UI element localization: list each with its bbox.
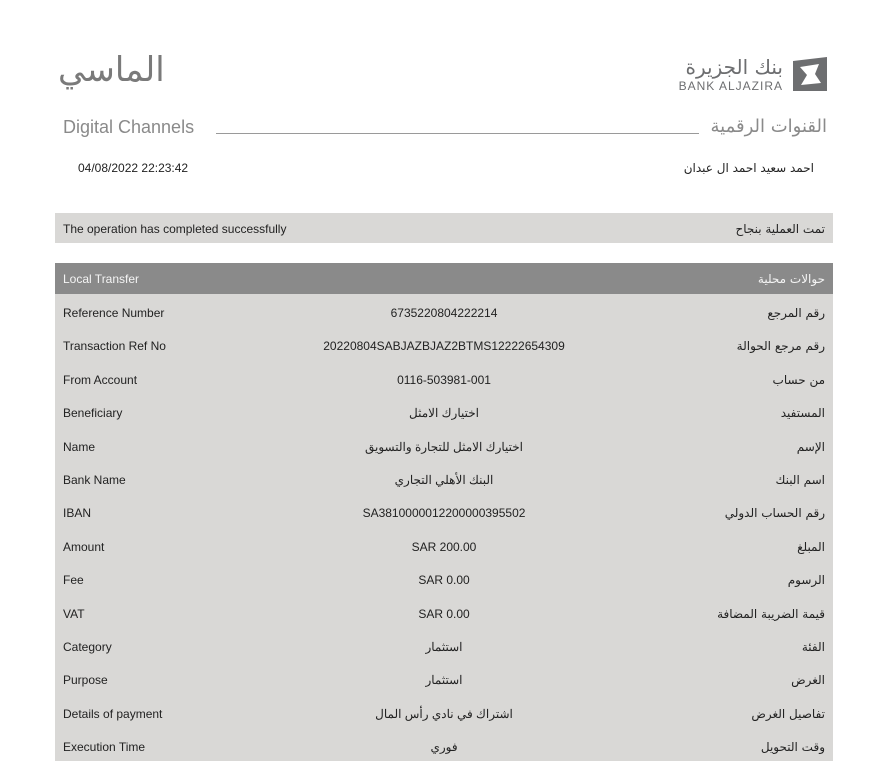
row-label-ar: الإسم bbox=[796, 439, 825, 454]
row-value: 0116-503981-001 bbox=[397, 372, 491, 387]
table-title-en: Local Transfer bbox=[63, 272, 140, 286]
row-label-en: Amount bbox=[63, 539, 105, 554]
table-title-ar: حوالات محلية bbox=[757, 272, 825, 286]
row-label-ar: المبلغ bbox=[797, 539, 825, 554]
status-message-en: The operation has completed successfully bbox=[63, 222, 287, 236]
row-value: SA3810000012200000395502 bbox=[362, 506, 526, 521]
digital-channels-heading bbox=[63, 116, 827, 142]
row-value: SAR 200.00 bbox=[411, 539, 477, 554]
row-label-en: Fee bbox=[63, 573, 84, 588]
table-row bbox=[55, 294, 833, 327]
bank-aljazira-logo bbox=[679, 54, 829, 94]
row-label-en: Name bbox=[63, 439, 96, 454]
row-value: استثمار bbox=[425, 673, 463, 688]
row-value: فوري bbox=[430, 740, 458, 755]
table-row bbox=[55, 628, 833, 661]
bank-logo-icon bbox=[791, 55, 829, 93]
row-label-en: Purpose bbox=[63, 673, 108, 688]
row-value: البنك الأهلي التجاري bbox=[394, 472, 494, 487]
row-value: اشتراك في نادي رأس المال bbox=[375, 706, 513, 721]
table-row bbox=[55, 561, 833, 594]
row-label-ar: الرسوم bbox=[787, 573, 825, 588]
status-banner bbox=[55, 213, 833, 243]
row-label-en: Transaction Ref No bbox=[63, 339, 166, 354]
row-label-ar: قيمة الضريبة المضافة bbox=[717, 606, 825, 621]
table-row bbox=[55, 695, 833, 728]
table-row bbox=[55, 595, 833, 628]
table-row bbox=[55, 528, 833, 561]
row-label-en: Reference Number bbox=[63, 306, 165, 320]
row-label-ar: الفئة bbox=[801, 639, 825, 654]
table-row bbox=[55, 327, 833, 360]
row-label-en: Details of payment bbox=[63, 706, 163, 721]
transfer-details-table bbox=[55, 263, 833, 761]
transaction-datetime: 04/08/2022 22:23:42 bbox=[78, 161, 189, 175]
row-label-ar: الغرض bbox=[791, 673, 825, 688]
row-label-ar: وقت التحويل bbox=[760, 740, 825, 755]
table-row bbox=[55, 361, 833, 394]
status-message-ar: تمت العملية بنجاح bbox=[735, 222, 825, 236]
table-header bbox=[55, 263, 833, 294]
customer-name: احمد سعيد احمد ال عبدان bbox=[683, 161, 814, 175]
table-row bbox=[55, 661, 833, 694]
row-value: اختيارك الامثل للتجارة والتسويق bbox=[364, 439, 524, 454]
row-label-ar: رقم المرجع bbox=[767, 306, 825, 320]
table-row bbox=[55, 394, 833, 427]
heading-divider bbox=[216, 133, 699, 134]
page-header bbox=[0, 0, 887, 100]
row-value: استثمار bbox=[425, 639, 463, 654]
row-label-en: VAT bbox=[63, 606, 85, 621]
row-label-en: Bank Name bbox=[63, 472, 126, 487]
bank-name-ar: بنك الجزيرة bbox=[685, 54, 783, 79]
brand-left-logo: الماسي bbox=[58, 50, 165, 90]
table-body bbox=[55, 294, 833, 761]
row-value: 6735220804222214 bbox=[390, 306, 498, 320]
channels-title-en: Digital Channels bbox=[63, 117, 195, 137]
table-row bbox=[55, 494, 833, 527]
row-label-ar: رقم الحساب الدولي bbox=[724, 506, 825, 521]
row-label-ar: اسم البنك bbox=[775, 472, 825, 487]
row-label-en: Beneficiary bbox=[63, 406, 123, 421]
row-label-ar: من حساب bbox=[772, 372, 825, 387]
channels-title-ar: القنوات الرقمية bbox=[710, 116, 827, 137]
row-value: 20220804SABJAZBJAZ2BTMS12222654309 bbox=[323, 339, 565, 354]
row-label-ar: المستفيد bbox=[780, 406, 825, 421]
row-value: SAR 0.00 bbox=[418, 573, 470, 588]
row-label-en: Category bbox=[63, 639, 112, 654]
table-row bbox=[55, 461, 833, 494]
bank-logo-text bbox=[678, 54, 783, 93]
row-label-ar: رقم مرجع الحوالة bbox=[736, 339, 825, 354]
row-label-en: IBAN bbox=[63, 506, 92, 521]
row-label-ar: تفاصيل الغرض bbox=[751, 706, 825, 721]
bank-name-en: BANK ALJAZIRA bbox=[678, 78, 783, 93]
row-value: SAR 0.00 bbox=[418, 606, 470, 621]
row-value: اختيارك الامثل bbox=[409, 406, 479, 421]
table-row bbox=[55, 728, 833, 761]
row-label-en: From Account bbox=[63, 372, 138, 387]
table-row bbox=[55, 428, 833, 461]
row-label-en: Execution Time bbox=[63, 740, 146, 755]
